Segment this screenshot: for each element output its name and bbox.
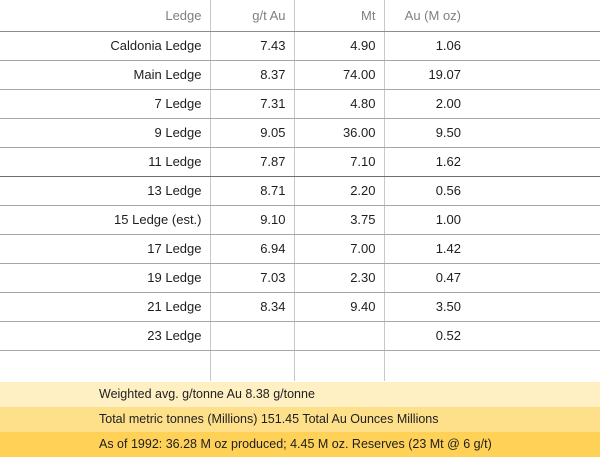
tonnes-cell: 36.00: [294, 118, 384, 147]
total-tonnes-note: Total metric tonnes (Millions) 151.45 Total Au Ounces Millions: [0, 407, 600, 432]
ledge-cell: 21 Ledge: [0, 292, 210, 321]
blank-cell: [294, 350, 384, 381]
table-row: [0, 147, 600, 176]
ounces-cell: 9.50: [384, 118, 469, 147]
blank-row: [0, 350, 600, 381]
tonnes-cell: 3.75: [294, 205, 384, 234]
header-tonnes: Mt: [294, 0, 384, 31]
header-ounces: Au (M oz): [384, 0, 469, 31]
tonnes-cell: 4.90: [294, 31, 384, 60]
spare-cell: [469, 234, 600, 263]
spare-cell: [469, 31, 600, 60]
table-row: [0, 176, 600, 205]
blank-cell: [210, 350, 294, 381]
grade-cell: 9.10: [210, 205, 294, 234]
ledge-cell: 7 Ledge: [0, 89, 210, 118]
grade-cell: 7.43: [210, 31, 294, 60]
header-grade: g/t Au: [210, 0, 294, 31]
table-row: [0, 263, 600, 292]
ounces-cell: 0.56: [384, 176, 469, 205]
tonnes-cell: [294, 321, 384, 350]
tonnes-cell: 4.80: [294, 89, 384, 118]
ledge-cell: 15 Ledge (est.): [0, 205, 210, 234]
ledge-cell: Caldonia Ledge: [0, 31, 210, 60]
grade-cell: 8.71: [210, 176, 294, 205]
grade-cell: 9.05: [210, 118, 294, 147]
grade-cell: 7.03: [210, 263, 294, 292]
grade-cell: 8.37: [210, 60, 294, 89]
ounces-cell: 0.52: [384, 321, 469, 350]
ledge-cell: 13 Ledge: [0, 176, 210, 205]
header-spare: [469, 0, 600, 31]
weighted-average-note: Weighted avg. g/tonne Au 8.38 g/tonne: [0, 382, 600, 407]
ledge-cell: 19 Ledge: [0, 263, 210, 292]
blank-cell: [0, 350, 210, 381]
header-row: [0, 0, 600, 31]
ounces-cell: 1.42: [384, 234, 469, 263]
ounces-cell: 1.06: [384, 31, 469, 60]
grade-cell: 7.87: [210, 147, 294, 176]
spare-cell: [469, 205, 600, 234]
tonnes-cell: 7.00: [294, 234, 384, 263]
tonnes-cell: 9.40: [294, 292, 384, 321]
ounces-cell: 0.47: [384, 263, 469, 292]
grade-cell: [210, 321, 294, 350]
ledge-cell: 17 Ledge: [0, 234, 210, 263]
table-row: [0, 60, 600, 89]
ounces-cell: 3.50: [384, 292, 469, 321]
grade-cell: 6.94: [210, 234, 294, 263]
spare-cell: [469, 321, 600, 350]
ounces-cell: 2.00: [384, 89, 469, 118]
spare-cell: [469, 60, 600, 89]
table-row: [0, 118, 600, 147]
ledge-cell: 9 Ledge: [0, 118, 210, 147]
table-row: [0, 89, 600, 118]
footer-notes: [0, 382, 600, 457]
tonnes-cell: 74.00: [294, 60, 384, 89]
header-ledge: Ledge: [0, 0, 210, 31]
table-row: [0, 31, 600, 60]
spare-cell: [469, 263, 600, 292]
table-row: [0, 205, 600, 234]
blank-cell: [469, 350, 600, 381]
ledge-cell: 23 Ledge: [0, 321, 210, 350]
blank-cell: [384, 350, 469, 381]
ledge-cell: Main Ledge: [0, 60, 210, 89]
grade-cell: 7.31: [210, 89, 294, 118]
spare-cell: [469, 147, 600, 176]
spare-cell: [469, 89, 600, 118]
ounces-cell: 1.00: [384, 205, 469, 234]
spare-cell: [469, 292, 600, 321]
grade-cell: 8.34: [210, 292, 294, 321]
tonnes-cell: 2.30: [294, 263, 384, 292]
tonnes-cell: 2.20: [294, 176, 384, 205]
spare-cell: [469, 118, 600, 147]
production-reserves-note: As of 1992: 36.28 M oz produced; 4.45 M oz. Reserves (23 Mt @ 6 g/t): [0, 432, 600, 457]
tonnes-cell: 7.10: [294, 147, 384, 176]
ounces-cell: 19.07: [384, 60, 469, 89]
table-row: [0, 234, 600, 263]
ounces-cell: 1.62: [384, 147, 469, 176]
ledge-cell: 11 Ledge: [0, 147, 210, 176]
table-row: [0, 321, 600, 350]
table-row: [0, 292, 600, 321]
spare-cell: [469, 176, 600, 205]
